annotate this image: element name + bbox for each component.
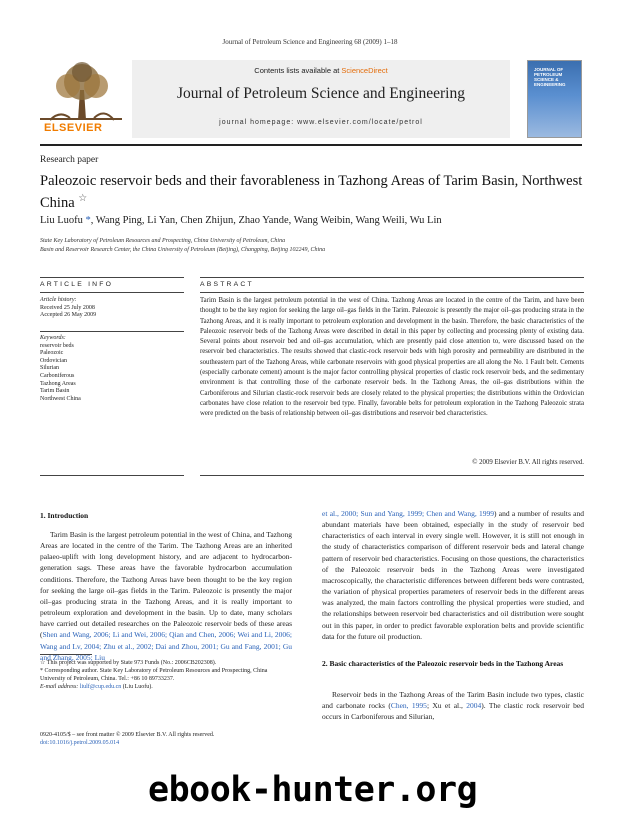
- cover-line: ENGINEERING: [534, 82, 566, 87]
- sciencedirect-link[interactable]: ScienceDirect: [341, 66, 388, 75]
- info-mid-rule: [40, 331, 184, 332]
- publisher-wordmark: ELSEVIER: [44, 122, 103, 134]
- journal-banner: [132, 60, 510, 138]
- corresponding-footnote: [40, 667, 292, 683]
- history-label: Article history:: [40, 297, 77, 303]
- article-type: Research paper: [40, 155, 99, 165]
- citation-xu-2004[interactable]: 2004: [466, 701, 482, 711]
- article-title: [40, 173, 600, 212]
- abstract-heading-rule: [200, 292, 584, 293]
- footnote-rule: [40, 654, 92, 655]
- keywords-label: Keywords:: [40, 335, 66, 341]
- contents-prefix: Contents lists available at: [254, 66, 342, 75]
- article-history: [40, 297, 184, 320]
- introduction-heading: 1. Introduction: [40, 511, 89, 520]
- keyword: Tarim Basin: [40, 388, 70, 395]
- corresponding-mark: *: [40, 668, 43, 674]
- keyword: Carboniferous: [40, 372, 75, 379]
- keyword: Paleozoic: [40, 350, 64, 357]
- coauthors: , Wang Ping, Li Yan, Chen Zhijun, Zhao Yande, Wang Weibin, Wang Weili, Wu Lin: [90, 215, 442, 226]
- abstract-heading: ABSTRACT: [200, 281, 254, 288]
- cover-line: PETROLEUM: [534, 72, 563, 77]
- cover-line: JOURNAL OF: [534, 67, 564, 72]
- title-text: Paleozoic reservoir beds and their favorableness in Tazhong Areas of Tarim Basin, Northwest China: [40, 173, 583, 211]
- introduction-continued: [322, 508, 584, 642]
- journal-homepage[interactable]: journal homepage: www.elsevier.com/locate/petrol: [219, 119, 423, 126]
- accepted-date: Accepted 26 May 2009: [40, 312, 97, 319]
- intro-citations[interactable]: Shen and Wang, 2006; Li and Wei, 2006; Qian and Chen, 2006; Wei and Li, 2006; Wang and Lv, 2004; Zhu et al., 2002; Dai and Zhou, 2001; Gu and Fang, 2001; Gu and Zhang, 2005; Liu: [40, 630, 292, 662]
- first-author: Liu Luofu: [40, 215, 86, 226]
- intro-text: Tarim Basin is the largest petroleum potential in the west of China, and Tazhong Areas are located in the centre of the Tarim. The Tazhong Areas are an inherited palaeo-uplift with long development history, and are adjacent to hydrocarbon-generation sags. These areas have the favorable hydrocarbon accumulation conditions. Therefore, the Tazhong Areas have been thought to be the key region for seeking the large oil–gas fields in the Tarim. Paleozoic is presently the major oil–gas producing strata in the Tazhong Areas, and it is really important to petroleum exploration and development in the basin. Up to date, many scholars have carried out detailed researches on the Paleozoic reservoir beds of these areas (: [40, 530, 292, 640]
- email-footnote: [40, 683, 292, 691]
- affiliation: Basin and Reservoir Research Center, the China University of Petroleum (Beijing), Changping, Beijing 102249, China: [40, 247, 326, 253]
- footnotes: [40, 659, 292, 691]
- keyword: reservoir beds: [40, 342, 74, 349]
- abstract-bottom-rule: [200, 475, 584, 476]
- masthead-divider: [40, 144, 582, 146]
- abstract-top-rule: [200, 277, 584, 278]
- email-label: E-mail address:: [40, 684, 79, 690]
- funding-mark: ☆: [40, 660, 46, 666]
- info-heading-rule: [40, 292, 184, 293]
- issn-line: 0920-4105/$ – see front matter © 2009 Elsevier B.V. All rights reserved.: [40, 732, 215, 738]
- article-info-heading: ARTICLE INFO: [40, 281, 114, 288]
- keyword: Silurian: [40, 365, 59, 372]
- affiliations: [40, 237, 580, 255]
- cover-title: [534, 67, 566, 87]
- journal-cover-thumbnail[interactable]: [527, 60, 582, 138]
- elsevier-tree-icon: [40, 60, 122, 122]
- watermark: ebook-hunter.org: [148, 770, 478, 810]
- title-footnote-mark[interactable]: ☆: [78, 193, 88, 204]
- corresponding-author-mark[interactable]: *: [85, 215, 91, 226]
- keywords-block: [40, 335, 184, 403]
- journal-masthead: [40, 60, 582, 138]
- contents-line: [132, 66, 510, 75]
- journal-title: Journal of Petroleum Science and Engineering: [177, 85, 465, 102]
- corresponding-text: Corresponding author. State Key Laboratory of Petroleum Resources and Prospecting, China University of Petroleum, China. Tel.: +86 10 89733237.: [40, 668, 268, 682]
- info-bottom-rule: [40, 475, 184, 476]
- doi-link[interactable]: doi:10.1016/j.petrol.2009.05.014: [40, 740, 120, 746]
- section2-paragraph: [322, 689, 584, 722]
- elsevier-logo[interactable]: [40, 60, 122, 138]
- running-head: Journal of Petroleum Science and Engineering 68 (2009) 1–18: [222, 38, 398, 46]
- keyword: Ordovician: [40, 357, 67, 364]
- front-matter-info: [40, 731, 292, 747]
- email-suffix: (Liu Luofu).: [122, 684, 153, 690]
- received-date: Received 25 July 2008: [40, 304, 95, 311]
- author-list: [40, 215, 442, 226]
- funding-text: This project was supported by State 973 Funds (No.: 2006CB202308).: [46, 660, 217, 666]
- intro-continued-text: ) and a number of results and abundant materials have been obtained, especially in the study of reservoir bed characteristics of each interval in every single well. However, it is still not enough in the study of characteristics comparison of different reservoir beds and lateral change pattern of reservoir bed characteristics. Focusing on those questions, the characteristics of the Paleozoic reservoir beds in the Tazhong Areas were investigated macroscopically, the characteristic differences between different beds were contrasted, the variation of physical properties parameters of reservoir beds in the different areas was analyzed, the main factors controlling the physical properties were studied, and the relationships between reservoir bed characteristics and oil distribution were sought out in this paper, in order to predict favorable exploration belts and provide scientific data for the future oil production.: [322, 509, 584, 641]
- affiliation: State Key Laboratory of Petroleum Resources and Prospecting, China University of Petroleum, China: [40, 238, 286, 244]
- funding-footnote: [40, 659, 292, 667]
- section2-heading: 2. Basic characteristics of the Paleozoic reservoir beds in the Tazhong Areas: [322, 659, 564, 668]
- keyword: Northwest China: [40, 395, 81, 402]
- section2-text: Reservoir beds in the Tazhong Areas of the Tarim Basin include two types, clastic and carbonate rocks (: [322, 690, 584, 711]
- keyword: Tazhong Areas: [40, 380, 76, 387]
- cover-line: SCIENCE &: [534, 77, 559, 82]
- intro-citations-continued[interactable]: et al., 2000; Sun and Yang, 1999; Chen and Wang, 1999: [322, 509, 494, 518]
- introduction-paragraph: [40, 529, 292, 663]
- section2-end: ). The clastic rock reservoir bed occurs in Carboniferous and Silurian,: [322, 701, 584, 722]
- abstract-copyright: © 2009 Elsevier B.V. All rights reserved.: [472, 459, 584, 466]
- citation-chen-1995[interactable]: Chen, 1995: [390, 701, 427, 711]
- info-top-rule: [40, 277, 184, 278]
- section2-mid: ; Xu et al.,: [426, 701, 467, 711]
- abstract-text: Tarim Basin is the largest petroleum potential in the west of China. Tazhong Areas are located in the centre of the Tarim, and have been thought to be the key region for seeking the large oil–gas fields in the Tarim. Paleozoic is presently the major oil–gas producing strata in the Tazhong Areas, and it is really important to petroleum exploration and development in the basin. Therefore, the basic characteristics of the Paleozoic reservoir beds of the Tazhong Areas were described in detail in this paper by collecting and processing plenty of existing data. Several points about reservoir bed and oil–gas accumulation, which are presently paid close attention to, were discussed based on the reservoir bed characteristics. The results showed that clastic-rock reservoir beds with high porosity and permeability are distributed in the southeastern part of the Tazhong Areas, while carbonate reservoirs with good physical properties are all along the No. 1 Fault belt. Cements (especially carbonate cement) amount is the major factor controlling physical properties of clastic rock reservoir beds, and the sedimentary environment is that controlling those of the carbonate reservoir beds. In the Tazhong Areas, the oil–gas distributions within the Carboniferous and Silurian clastic-rock reservoir beds are closely related to the physical properties; the distributions within the Ordovician carbonates have close relation to the reservoir bed type. Finally, favorable belts for petroleum exploration in the Tazhong Paleozoic strata were predicted on the basis of relationship between oil–gas distributions and reservoir bed characteristics.: [200, 297, 584, 418]
- email-link[interactable]: liulf@cup.edu.cn: [79, 684, 122, 690]
